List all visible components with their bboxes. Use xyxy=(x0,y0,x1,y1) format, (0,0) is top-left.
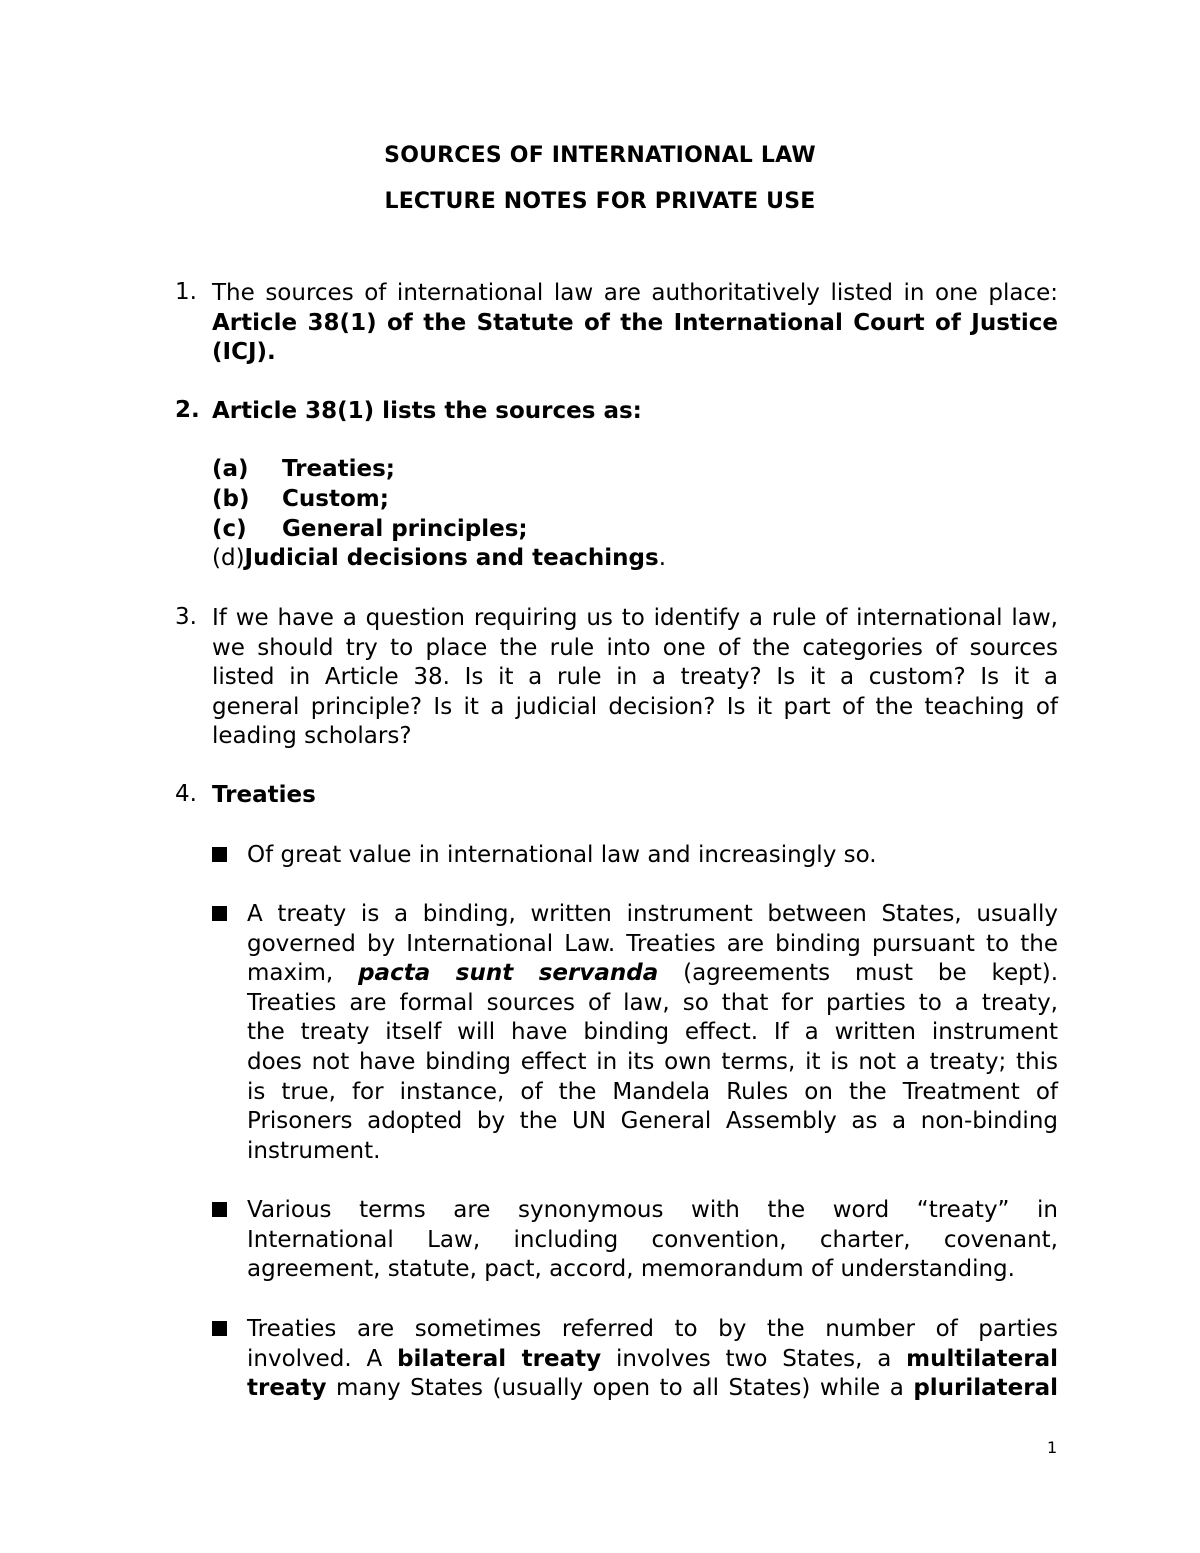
bullet-item xyxy=(247,1315,1058,1404)
paragraph-line: Of great value in international law and increasingly so. xyxy=(247,842,877,868)
paragraph-line: Treaties are sometimes referred to by the number of parties xyxy=(247,1316,1058,1342)
text-run: (agreements must be kept). xyxy=(683,960,1058,987)
paragraph-line: leading scholars? xyxy=(212,723,412,750)
paragraph-line: instrument. xyxy=(247,1137,381,1164)
section-heading-treaties: Treaties xyxy=(212,782,316,808)
list-item xyxy=(212,456,395,482)
paragraph-number: 4. xyxy=(175,781,197,807)
paragraph-line: we should try to place the rule into one of the categories of sources xyxy=(212,634,1058,661)
paragraph-line: The sources of international law are authoritatively listed in one place: xyxy=(212,280,1058,306)
paragraph-line xyxy=(247,959,1058,989)
list-item-tail: . xyxy=(658,545,666,571)
list-item-text: Treaties; xyxy=(282,456,395,482)
paragraph-line xyxy=(247,1345,1058,1375)
text-run: involved. A xyxy=(247,1345,383,1372)
document-title: SOURCES OF INTERNATIONAL LAW xyxy=(384,143,816,168)
text-run: many States (usually open to all States) while a xyxy=(335,1375,904,1402)
paragraph-line: International Law, including convention, charter, covenant, xyxy=(247,1226,1058,1253)
paragraph-2-heading: Article 38(1) lists the sources as: xyxy=(212,398,642,424)
list-item-label: (c) xyxy=(212,516,247,542)
paragraph-line xyxy=(247,1374,1058,1404)
latin-maxim: pacta sunt servanda xyxy=(358,960,659,987)
paragraph-line: does not have binding effect in its own terms, it is not a treaty; this xyxy=(247,1048,1058,1075)
square-bullet-icon xyxy=(212,841,232,858)
paragraph-line: agreement, statute, pact, accord, memorandum of understanding. xyxy=(247,1256,1015,1283)
term-treaty: treaty xyxy=(247,1375,327,1402)
paragraph-number: 3. xyxy=(175,604,197,630)
text-run: involves two States, a xyxy=(615,1345,892,1372)
square-bullet-icon xyxy=(212,1315,232,1332)
document-subtitle: LECTURE NOTES FOR PRIVATE USE xyxy=(384,189,816,214)
term-bilateral: bilateral treaty xyxy=(397,1345,602,1372)
list-item xyxy=(212,516,528,542)
paragraph-line: is true, for instance, of the Mandela Rules on the Treatment of xyxy=(247,1078,1058,1105)
page-number: 1 xyxy=(1047,1438,1058,1457)
list-item xyxy=(212,486,389,512)
list-item-label: (b) xyxy=(212,486,250,512)
paragraph-line: (ICJ). xyxy=(212,339,276,366)
list-item-text: Custom; xyxy=(282,486,389,512)
list-item xyxy=(212,545,666,571)
square-bullet-icon xyxy=(212,1196,232,1213)
paragraph-line: listed in Article 38. Is it a rule in a treaty? Is it a custom? Is it a xyxy=(212,664,1058,691)
paragraph-number: 1. xyxy=(175,279,197,305)
paragraph-line: governed by International Law. Treaties are binding pursuant to the xyxy=(247,930,1058,957)
paragraph-line: Prisoners adopted by the UN General Assembly as a non-binding xyxy=(247,1108,1058,1135)
list-item-text: Judicial decisions and teachings xyxy=(244,545,659,571)
paragraph-number: 2. xyxy=(175,397,200,423)
paragraph-3 xyxy=(212,604,1058,752)
paragraph-line: general principle? Is it a judicial decision? Is it part of the teaching of xyxy=(212,693,1058,720)
list-item-label: (d) xyxy=(212,545,245,571)
term-multilateral: multilateral xyxy=(906,1345,1058,1372)
paragraph-line: the treaty itself will have binding effect. If a written instrument xyxy=(247,1019,1058,1046)
list-item-text: General principles; xyxy=(282,516,528,542)
paragraph-line: Various terms are synonymous with the word “treaty” in xyxy=(247,1197,1058,1223)
paragraph-line: A treaty is a binding, written instrument between States, usually xyxy=(247,901,1058,927)
bullet-item xyxy=(247,841,1058,871)
text-run: maxim, xyxy=(247,960,334,987)
paragraph-line: If we have a question requiring us to identify a rule of international law, xyxy=(212,605,1058,631)
paragraph-1 xyxy=(212,279,1058,368)
list-item-label: (a) xyxy=(212,456,249,482)
term-plurilateral: plurilateral xyxy=(913,1375,1059,1402)
bullet-item xyxy=(247,1196,1058,1285)
paragraph-line: Treaties are formal sources of law, so that for parties to a treaty, xyxy=(247,989,1058,1016)
paragraph-line: Article 38(1) of the Statute of the International Court of Justice xyxy=(212,309,1058,336)
bullet-item xyxy=(247,900,1058,1166)
square-bullet-icon xyxy=(212,900,232,917)
